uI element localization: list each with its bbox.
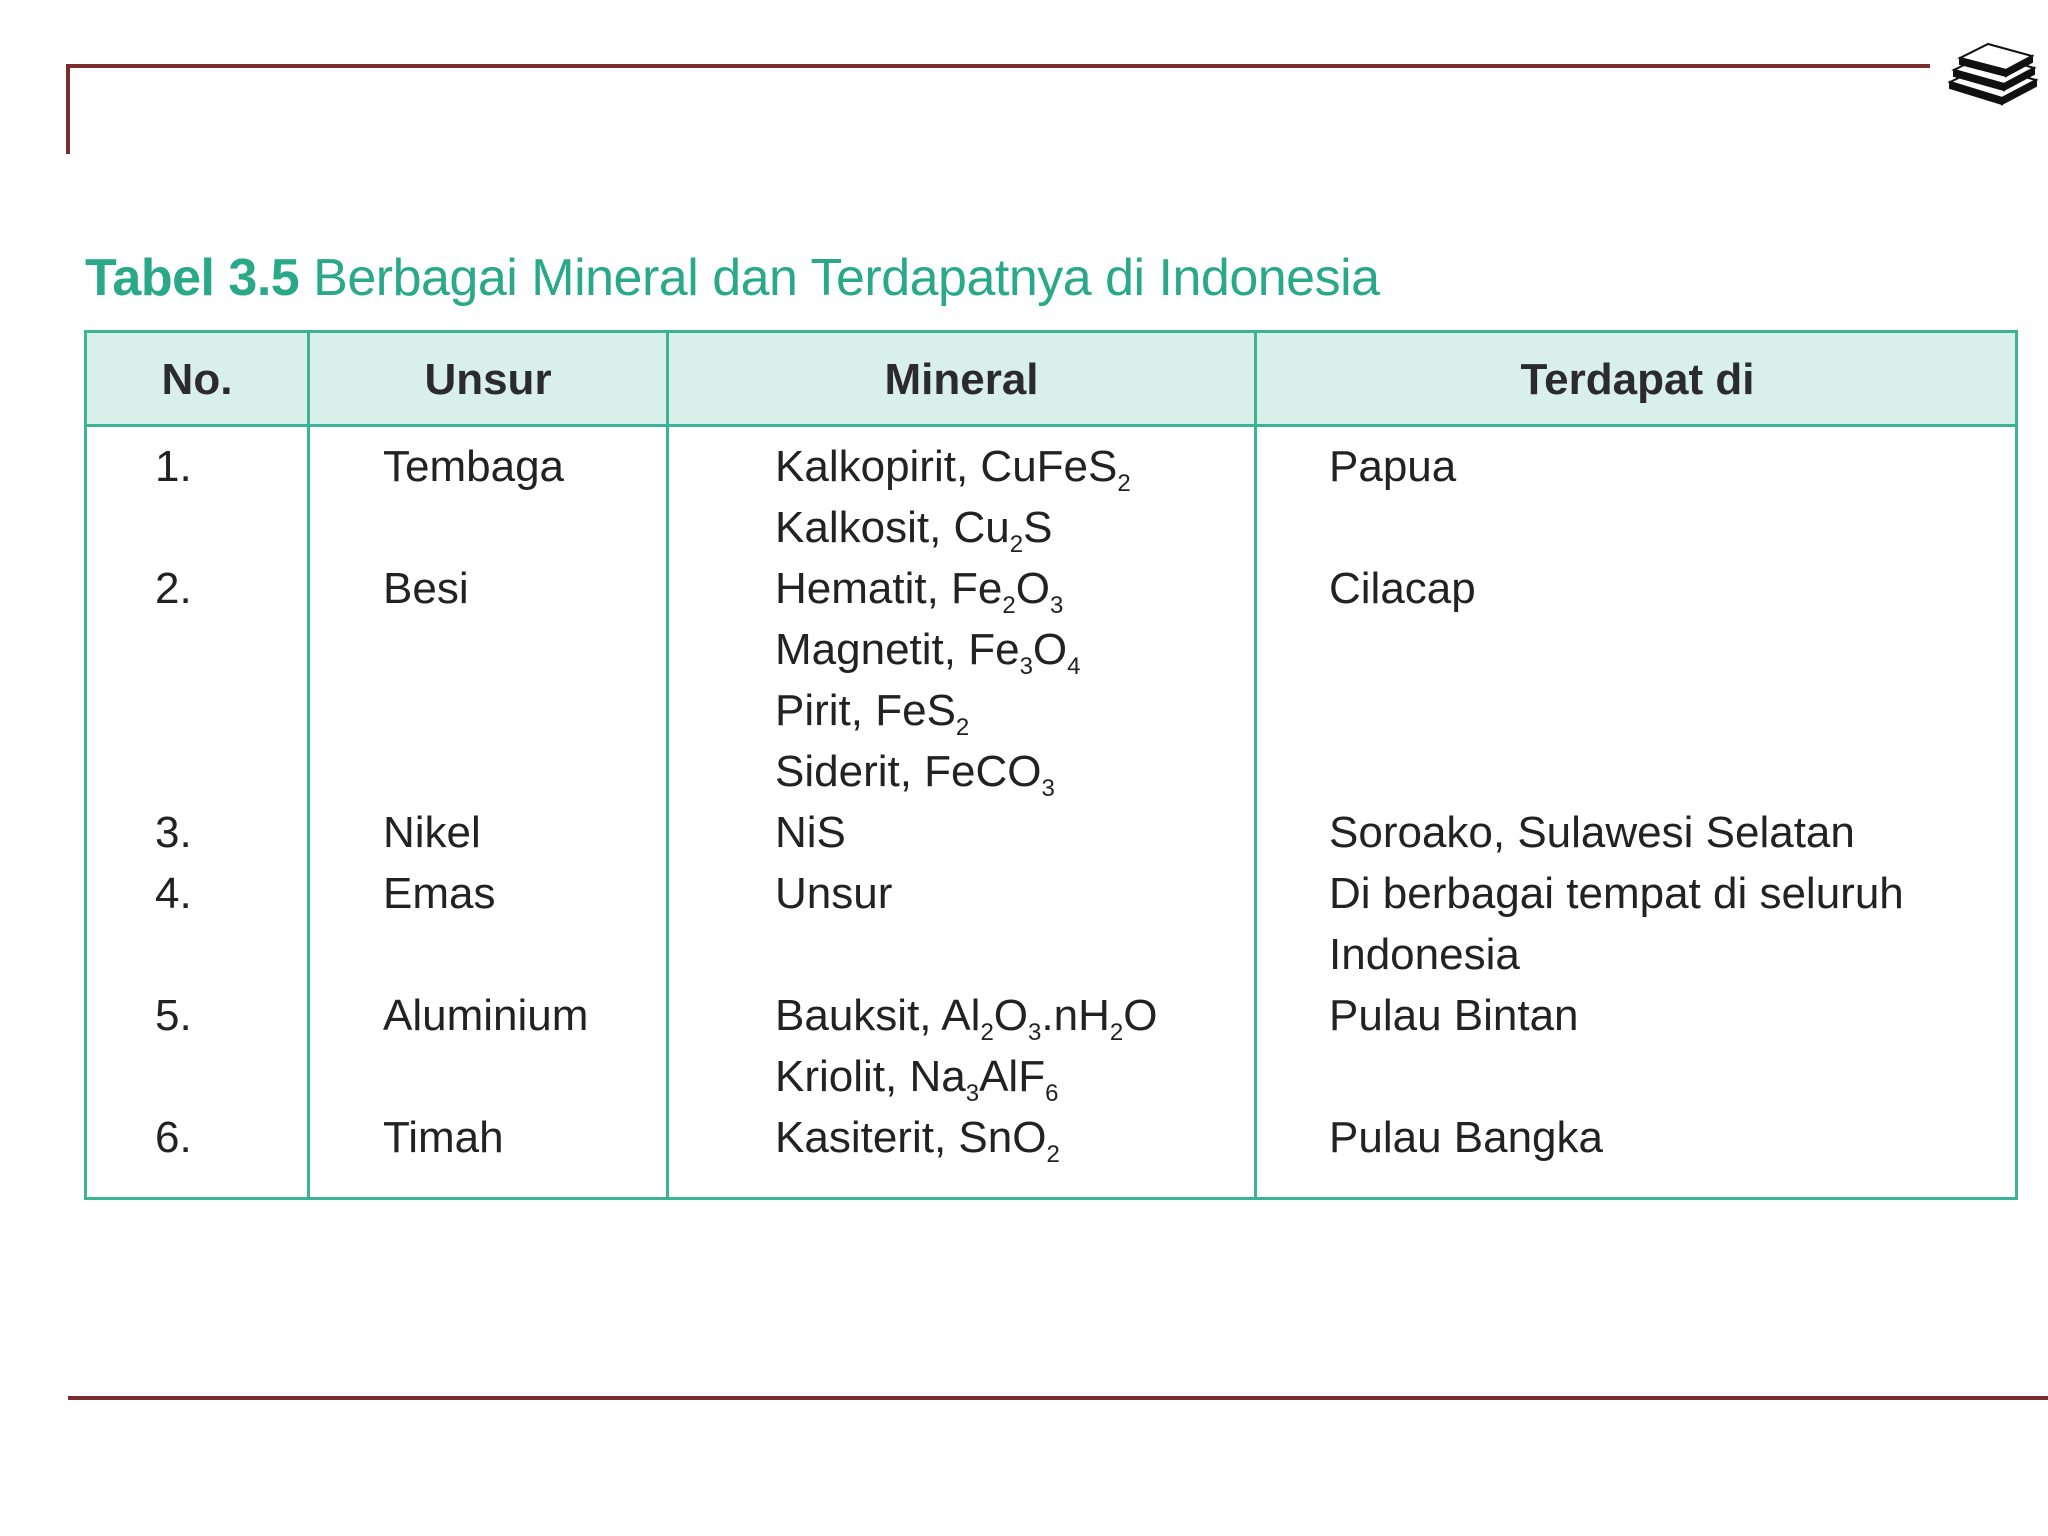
location-line: Indonesia: [1329, 930, 1520, 979]
row-mineral: [775, 808, 846, 872]
row-mineral: [775, 991, 1158, 1116]
column-divider: [666, 333, 669, 1197]
mineral-formula: Bauksit, $Al_2O_3.nH_2O$: [775, 991, 1158, 1046]
location-line: Pulau Bangka: [1329, 1113, 1603, 1162]
location-line: Di berbagai tempat di seluruh: [1329, 869, 1904, 918]
row-unsur: Tembaga: [383, 442, 565, 491]
row-unsur: Emas: [383, 869, 496, 918]
mineral-formula: Pirit, FeS$_2$: [775, 686, 970, 741]
location-line: Cilacap: [1329, 564, 1476, 613]
row-mineral: [775, 869, 893, 933]
header-terdapat-di: Terdapat di: [1520, 355, 1755, 404]
row-mineral: [775, 1113, 1060, 1177]
row-number: 2.: [155, 564, 192, 613]
row-terdapat-di: [1329, 991, 1579, 1055]
row-mineral: [775, 564, 1081, 811]
row-terdapat-di: [1329, 808, 1855, 872]
row-unsur: Nikel: [383, 808, 481, 857]
mineral-formula: Magnetit, $Fe_3O_4$: [775, 625, 1081, 680]
row-mineral: [775, 442, 1131, 567]
row-number: 1.: [155, 442, 192, 491]
mineral-formula: Kalkosit, $Cu_2S$: [775, 503, 1053, 558]
location-line: Soroako, Sulawesi Selatan: [1329, 808, 1855, 857]
minerals-table: [84, 330, 2018, 1200]
row-terdapat-di: [1329, 1113, 1603, 1177]
column-divider: [307, 333, 310, 1197]
row-terdapat-di: [1329, 442, 1457, 506]
mineral-formula: Siderit, FeCO$_3$: [775, 747, 1055, 802]
row-terdapat-di: [1329, 869, 1904, 994]
frame-left-rule: [66, 64, 70, 154]
frame-bottom-rule: [68, 1396, 2048, 1400]
header-no: No.: [161, 355, 233, 404]
mineral-formula: NiS: [775, 808, 846, 857]
mineral-formula: Unsur: [775, 869, 893, 918]
header-unsur: Unsur: [424, 355, 552, 404]
row-terdapat-di: [1329, 564, 1476, 628]
row-number: 5.: [155, 991, 192, 1040]
mineral-formula: Kriolit, $Na_3AlF_6$: [775, 1052, 1059, 1107]
row-unsur: Besi: [383, 564, 469, 613]
header-mineral: Mineral: [884, 355, 1039, 404]
location-line: Papua: [1329, 442, 1457, 491]
books-icon: [1942, 36, 2042, 106]
location-line: Pulau Bintan: [1329, 991, 1579, 1040]
table-caption-label: Tabel 3.5: [85, 249, 300, 307]
table-caption: [85, 248, 1380, 308]
row-number: 6.: [155, 1113, 192, 1162]
table-caption-text: Berbagai Mineral dan Terdapatnya di Indonesia: [313, 249, 1380, 307]
row-unsur: Timah: [383, 1113, 504, 1162]
row-unsur: Aluminium: [383, 991, 589, 1040]
mineral-formula: Hematit, $Fe_2O_3$: [775, 564, 1064, 619]
mineral-formula: Kasiterit, SnO$_2$: [775, 1113, 1060, 1168]
frame-top-rule: [66, 64, 1930, 68]
column-divider: [1254, 333, 1257, 1197]
row-number: 3.: [155, 808, 192, 857]
row-number: 4.: [155, 869, 192, 918]
mineral-formula: Kalkopirit, CuFeS$_2$: [775, 442, 1131, 497]
